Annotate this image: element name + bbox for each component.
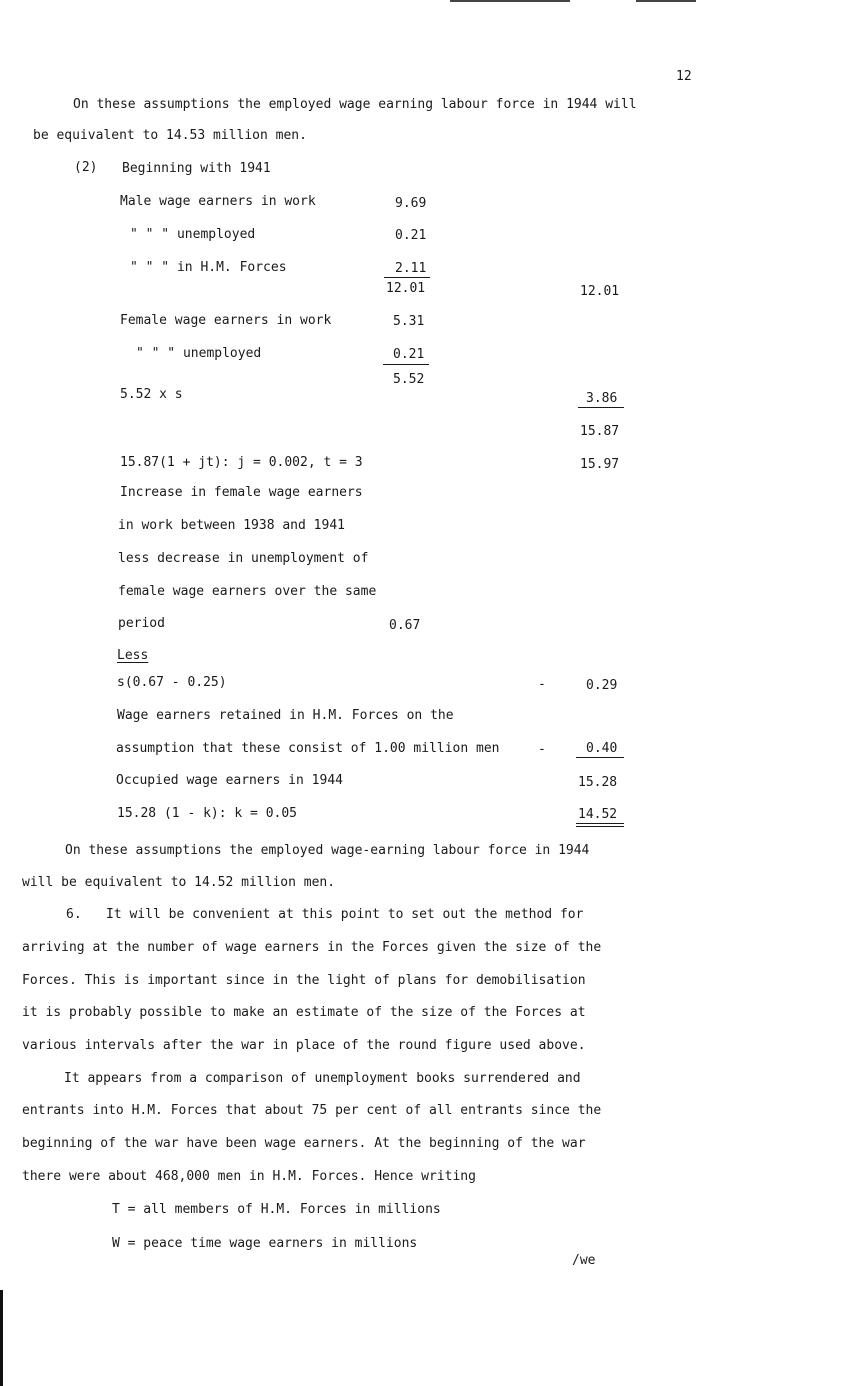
double-rule xyxy=(576,826,624,827)
sum-rule xyxy=(383,364,429,365)
paragraph-line: Forces. This is important since in the light of plans for demobilisation xyxy=(22,973,586,988)
row-label: " " " unemployed xyxy=(130,227,256,242)
subtotal-value: 12.01 xyxy=(386,281,426,296)
row-label: Wage earners retained in H.M. Forces on the xyxy=(117,708,454,723)
row-label: " " " in H.M. Forces xyxy=(130,260,287,275)
column-value: 0.29 xyxy=(586,678,618,693)
dash-mark: - xyxy=(538,677,546,692)
row-label: assumption that these consist of 1.00 million men xyxy=(116,741,500,756)
conclusion-line: On these assumptions the employed wage-earning labour force in 1944 xyxy=(65,843,590,858)
row-value: 5.31 xyxy=(393,314,425,329)
paragraph-number: 6. xyxy=(66,907,82,922)
definition-line: T = all members of H.M. Forces in millions xyxy=(112,1202,441,1217)
row-value: 0.21 xyxy=(395,228,427,243)
subtotal-value: 5.52 xyxy=(393,372,425,387)
column-value: 12.01 xyxy=(580,284,620,299)
top-edge-mark xyxy=(450,0,570,2)
column-value: 15.87 xyxy=(580,424,620,439)
column-value: 15.28 xyxy=(578,775,618,790)
paragraph-line: it is probably possible to make an estimate of the size of the Forces at xyxy=(22,1005,586,1020)
row-label: " " " unemployed xyxy=(136,346,262,361)
row-label: period xyxy=(118,616,165,631)
section-label: (2) xyxy=(74,160,98,175)
row-value: 2.11 xyxy=(395,261,427,276)
page-number: 12 xyxy=(676,69,692,84)
paragraph-line: beginning of the war have been wage earners. At the beginning of the war xyxy=(22,1136,586,1151)
row-value: 9.69 xyxy=(395,196,427,211)
paragraph-line: entrants into H.M. Forces that about 75 per cent of all entrants since the xyxy=(22,1103,602,1118)
row-value: 0.21 xyxy=(393,347,425,362)
conclusion-line: will be equivalent to 14.52 million men. xyxy=(22,875,336,890)
column-value: 15.97 xyxy=(580,457,620,472)
dash-mark: - xyxy=(538,742,546,757)
paragraph-line: arriving at the number of wage earners in the Forces given the size of the xyxy=(22,940,602,955)
row-label: s(0.67 - 0.25) xyxy=(117,675,227,690)
row-label: Occupied wage earners in 1944 xyxy=(116,773,343,788)
row-label: 15.87(1 + jt): j = 0.002, t = 3 xyxy=(120,455,363,470)
intro-line: On these assumptions the employed wage earning labour force in 1944 will xyxy=(73,97,637,112)
less-heading: Less xyxy=(117,648,149,663)
row-label: Male wage earners in work xyxy=(120,194,316,209)
row-label: 5.52 x s xyxy=(120,387,183,402)
paragraph-line: various intervals after the war in place of the round figure used above. xyxy=(22,1038,586,1053)
row-label: Female wage earners in work xyxy=(120,313,332,328)
section-heading: Beginning with 1941 xyxy=(122,161,271,176)
paragraph-line: there were about 468,000 men in H.M. Forces. Hence writing xyxy=(22,1169,476,1184)
sum-rule xyxy=(576,757,624,758)
row-label: female wage earners over the same xyxy=(118,584,377,599)
row-label: Increase in female wage earners xyxy=(120,485,363,500)
paragraph-line: It appears from a comparison of unemployment books surrendered and xyxy=(64,1071,581,1086)
catchword: /we xyxy=(572,1253,596,1268)
final-value: 14.52 xyxy=(578,807,618,822)
row-label: in work between 1938 and 1941 xyxy=(118,518,345,533)
intro-line: be equivalent to 14.53 million men. xyxy=(33,128,307,143)
sum-rule xyxy=(384,277,430,278)
row-label: less decrease in unemployment of xyxy=(118,551,369,566)
double-rule xyxy=(576,823,624,824)
top-edge-mark xyxy=(636,0,696,2)
row-label: 15.28 (1 - k): k = 0.05 xyxy=(117,806,298,821)
column-value: 0.40 xyxy=(586,741,618,756)
scan-edge-mark xyxy=(0,1290,3,1386)
row-value: 0.67 xyxy=(389,618,421,633)
definition-line: W = peace time wage earners in millions xyxy=(112,1236,418,1251)
sum-rule xyxy=(578,407,624,408)
paragraph-line: It will be convenient at this point to set out the method for xyxy=(106,907,584,922)
column-value: 3.86 xyxy=(586,391,618,406)
